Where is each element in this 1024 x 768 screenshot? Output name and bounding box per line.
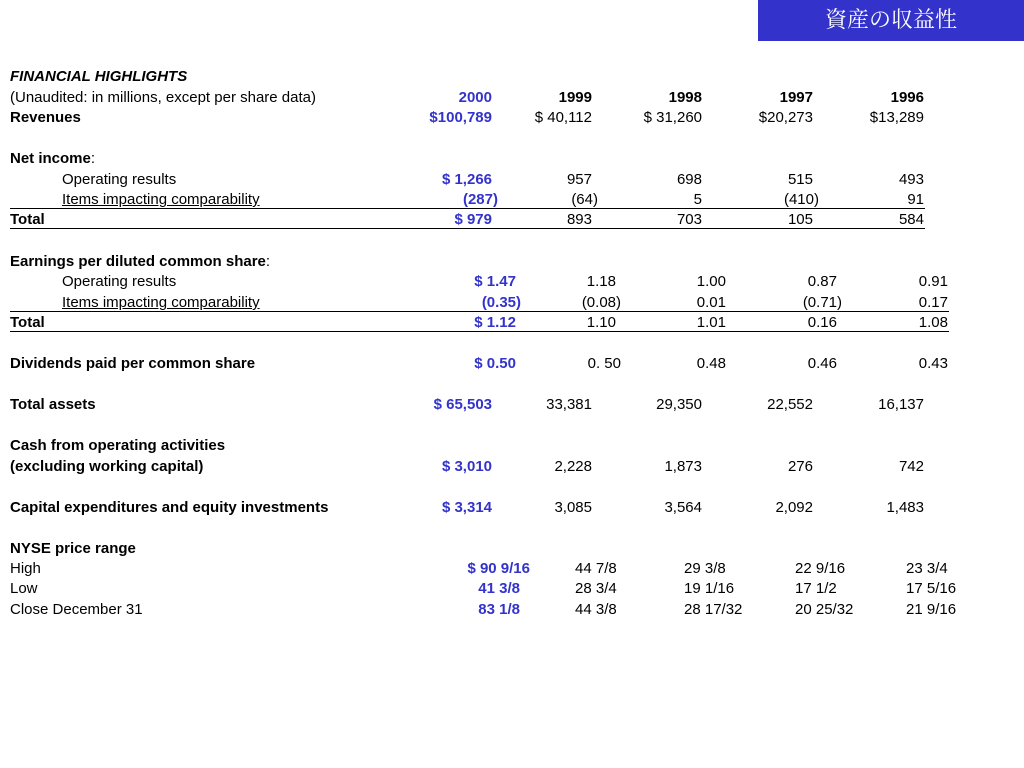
nyse-close-2000: 83 1/8 — [478, 601, 520, 618]
nyse-low-label: Low — [10, 580, 38, 597]
nyse-close-1997: 20 25/32 — [795, 601, 854, 618]
net-income-colon: : — [90, 150, 96, 167]
revenues-1996: $13,289 — [869, 109, 924, 126]
dividends-1997: 0.46 — [807, 355, 837, 372]
dividends-1998: 0.48 — [696, 355, 726, 372]
nyse-close-1996: 21 9/16 — [906, 601, 957, 618]
ni-total-2000: $ 979 — [454, 211, 492, 228]
cash-1997: 276 — [787, 458, 813, 475]
capex-1996: 1,483 — [886, 499, 924, 516]
eps-total-1996: 1.08 — [918, 314, 948, 331]
ni-items-1996: 91 — [907, 191, 924, 208]
eps-items-2000: (0.35) — [481, 294, 521, 311]
eps-rule — [10, 311, 949, 312]
capex-label: Capital expenditures and equity investments — [10, 499, 329, 516]
nyse-high-1998: 29 3/8 — [684, 560, 726, 577]
nyse-high-2000: $ 90 9/16 — [467, 560, 530, 577]
eps-operating-1999: 1.18 — [586, 273, 616, 290]
eps-total-2000: $ 1.12 — [474, 314, 516, 331]
ni-operating-1996: 493 — [898, 171, 924, 188]
dividends-1999: 0. 50 — [587, 355, 621, 372]
eps-total-1999: 1.10 — [586, 314, 616, 331]
net-income-heading — [10, 149, 95, 169]
nyse-low-1996: 17 5/16 — [906, 580, 957, 597]
ni-items-1999: (64) — [571, 191, 598, 208]
col-header-1999: 1999 — [558, 89, 592, 106]
ni-operating-2000: $ 1,266 — [441, 171, 492, 188]
revenues-1999: $ 40,112 — [534, 109, 592, 126]
capex-1998: 3,564 — [664, 499, 702, 516]
col-header-1998: 1998 — [668, 89, 702, 106]
col-header-1997: 1997 — [779, 89, 813, 106]
eps-items-1997: (0.71) — [802, 294, 842, 311]
revenues-1997: $20,273 — [758, 109, 813, 126]
capex-1999: 3,085 — [554, 499, 592, 516]
nyse-high-label: High — [10, 560, 41, 577]
cash-1996: 742 — [898, 458, 924, 475]
nyse-low-1998: 19 1/16 — [684, 580, 735, 597]
cash-label-2: (excluding working capital) — [10, 458, 204, 475]
cash-1998: 1,873 — [664, 458, 702, 475]
section-title: FINANCIAL HIGHLIGHTS — [10, 68, 188, 85]
slide-title-banner: 資産の収益性 — [758, 0, 1024, 41]
col-header-2000: 2000 — [458, 89, 492, 106]
eps-items-1998: 0.01 — [696, 294, 726, 311]
dividends-1996: 0.43 — [918, 355, 948, 372]
subtitle: (Unaudited: in millions, except per share data) — [10, 89, 316, 106]
ni-total-1996: 584 — [898, 211, 924, 228]
total-assets-1996: 16,137 — [878, 396, 924, 413]
eps-operating-label: Operating results — [62, 273, 177, 290]
eps-operating-1996: 0.91 — [918, 273, 948, 290]
eps-total-1997: 0.16 — [807, 314, 837, 331]
eps-total-label: Total — [10, 314, 45, 331]
ni-items-label: Items impacting comparability — [62, 191, 260, 208]
eps-items-1999: (0.08) — [581, 294, 621, 311]
eps-total-rule — [10, 331, 949, 332]
eps-total-1998: 1.01 — [696, 314, 726, 331]
nyse-low-2000: 41 3/8 — [478, 580, 520, 597]
capex-2000: $ 3,314 — [441, 499, 492, 516]
nyse-low-1999: 28 3/4 — [575, 580, 617, 597]
eps-operating-1997: 0.87 — [807, 273, 837, 290]
ni-items-2000: (287) — [462, 191, 498, 208]
cash-2000: $ 3,010 — [441, 458, 492, 475]
ni-operating-1998: 698 — [676, 171, 702, 188]
nyse-low-1997: 17 1/2 — [795, 580, 837, 597]
capex-1997: 2,092 — [775, 499, 813, 516]
nyse-high-1999: 44 7/8 — [575, 560, 617, 577]
ni-operating-label: Operating results — [62, 171, 177, 188]
revenues-1998: $ 31,260 — [643, 109, 702, 126]
net-income-label: Net income — [10, 150, 91, 167]
dividends-label: Dividends paid per common share — [10, 355, 256, 372]
nyse-high-1996: 23 3/4 — [906, 560, 948, 577]
total-assets-label: Total assets — [10, 396, 96, 413]
ni-items-1998: 5 — [693, 191, 702, 208]
cash-label-1: Cash from operating activities — [10, 437, 226, 454]
dividends-2000: $ 0.50 — [474, 355, 516, 372]
ni-total-1998: 703 — [676, 211, 702, 228]
nyse-close-1999: 44 3/8 — [575, 601, 617, 618]
ni-items-1997: (410) — [783, 191, 819, 208]
nyse-close-1998: 28 17/32 — [684, 601, 743, 618]
eps-operating-1998: 1.00 — [696, 273, 726, 290]
total-assets-1997: 22,552 — [767, 396, 813, 413]
eps-heading — [10, 252, 270, 272]
revenues-label: Revenues — [10, 109, 81, 126]
total-assets-2000: $ 65,503 — [433, 396, 492, 413]
nyse-label: NYSE price range — [10, 540, 136, 557]
net-income-rule — [10, 208, 925, 209]
ni-operating-1997: 515 — [787, 171, 813, 188]
ni-total-1997: 105 — [787, 211, 813, 228]
net-income-total-rule — [10, 228, 925, 229]
ni-operating-1999: 957 — [566, 171, 592, 188]
ni-total-label: Total — [10, 211, 45, 228]
total-assets-1999: 33,381 — [546, 396, 592, 413]
eps-label: Earnings per diluted common share — [10, 253, 266, 270]
revenues-2000: $100,789 — [429, 109, 492, 126]
nyse-high-1997: 22 9/16 — [795, 560, 846, 577]
ni-total-1999: 893 — [566, 211, 592, 228]
eps-items-1996: 0.17 — [918, 294, 948, 311]
eps-colon: : — [265, 253, 271, 270]
eps-items-label: Items impacting comparability — [62, 294, 260, 311]
eps-operating-2000: $ 1.47 — [474, 273, 516, 290]
col-header-1996: 1996 — [890, 89, 924, 106]
cash-1999: 2,228 — [554, 458, 592, 475]
nyse-close-label: Close December 31 — [10, 601, 143, 618]
total-assets-1998: 29,350 — [656, 396, 702, 413]
